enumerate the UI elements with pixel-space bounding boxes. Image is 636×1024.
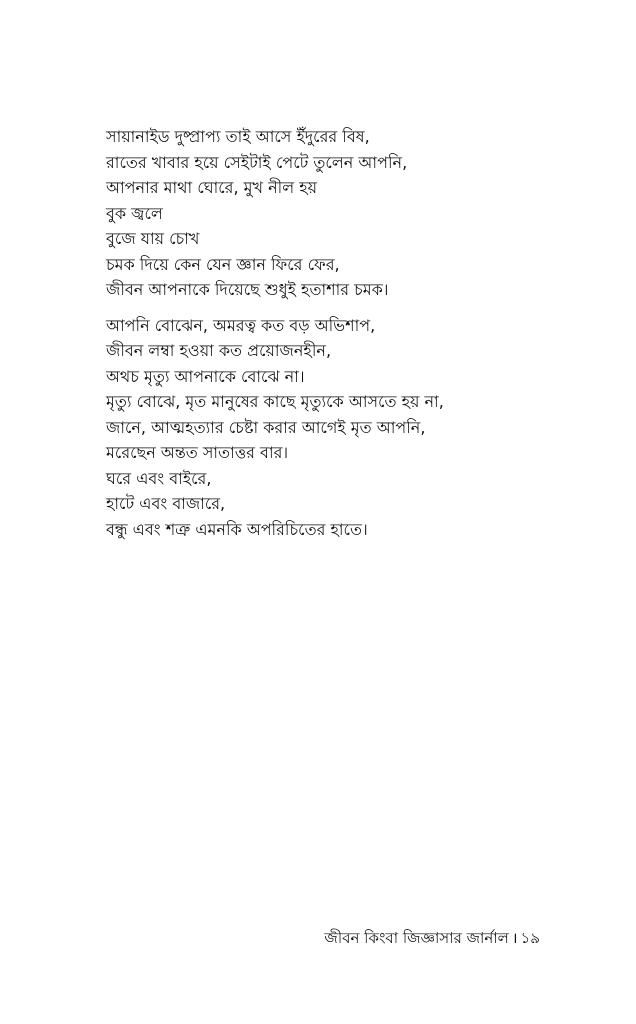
poem-line: আপনি বোঝেন, অমরত্ব কত বড় অভিশাপ, xyxy=(106,315,376,335)
poem-line: ঘরে এবং বাইরে, xyxy=(106,468,212,488)
poem-line: জীবন লম্বা হওয়া কত প্রয়োজনহীন, xyxy=(106,341,332,360)
footer-separator: । xyxy=(511,929,518,947)
stanza-2 xyxy=(106,313,606,543)
poem-line: অথচ মৃত্যু আপনাকে বোঝে না। xyxy=(106,366,305,386)
poem-line: বন্ধু এবং শত্রু এমনকি অপরিচিতের হাতে। xyxy=(106,519,368,539)
poem-line: রাতের খাবার হয়ে সেইটাই পেটে তুলেন আপনি, xyxy=(106,152,408,172)
poem-line: মরেছেন অন্তত সাতাত্তর বার। xyxy=(106,443,289,462)
running-title: জীবন কিংবা জিজ্ঞাসার জার্নাল xyxy=(324,929,509,947)
poem-line: চমক দিয়ে কেন যেন জ্ঞান ফিরে ফের, xyxy=(106,254,340,274)
poem-line: বুজে যায় চোখ xyxy=(106,229,200,248)
poem-line: আপনার মাথা ঘোরে, মুখ নীল হয় xyxy=(106,178,318,197)
poem-line: জানে, আত্মহত্যার চেষ্টা করার আগেই মৃত আপনি, xyxy=(106,417,426,437)
poem-line: জীবন আপনাকে দিয়েছে শুধুই হতাশার চমক। xyxy=(106,280,389,299)
poem-line: বুক জ্বলে xyxy=(106,203,163,223)
page-number: ১৯ xyxy=(520,929,540,947)
poem-line: সায়ানাইড দুষ্প্রাপ্য তাই আসে ইঁদুরের বিষ, xyxy=(106,127,370,146)
poem-line: হাটে এবং বাজারে, xyxy=(106,494,226,513)
page-footer xyxy=(290,928,540,948)
stanza-1 xyxy=(106,124,606,303)
poem-body xyxy=(106,124,606,542)
poem-line: মৃত্যু বোঝে, মৃত মানুষের কাছে মৃত্যুকে আসতে হয় না, xyxy=(106,392,444,411)
